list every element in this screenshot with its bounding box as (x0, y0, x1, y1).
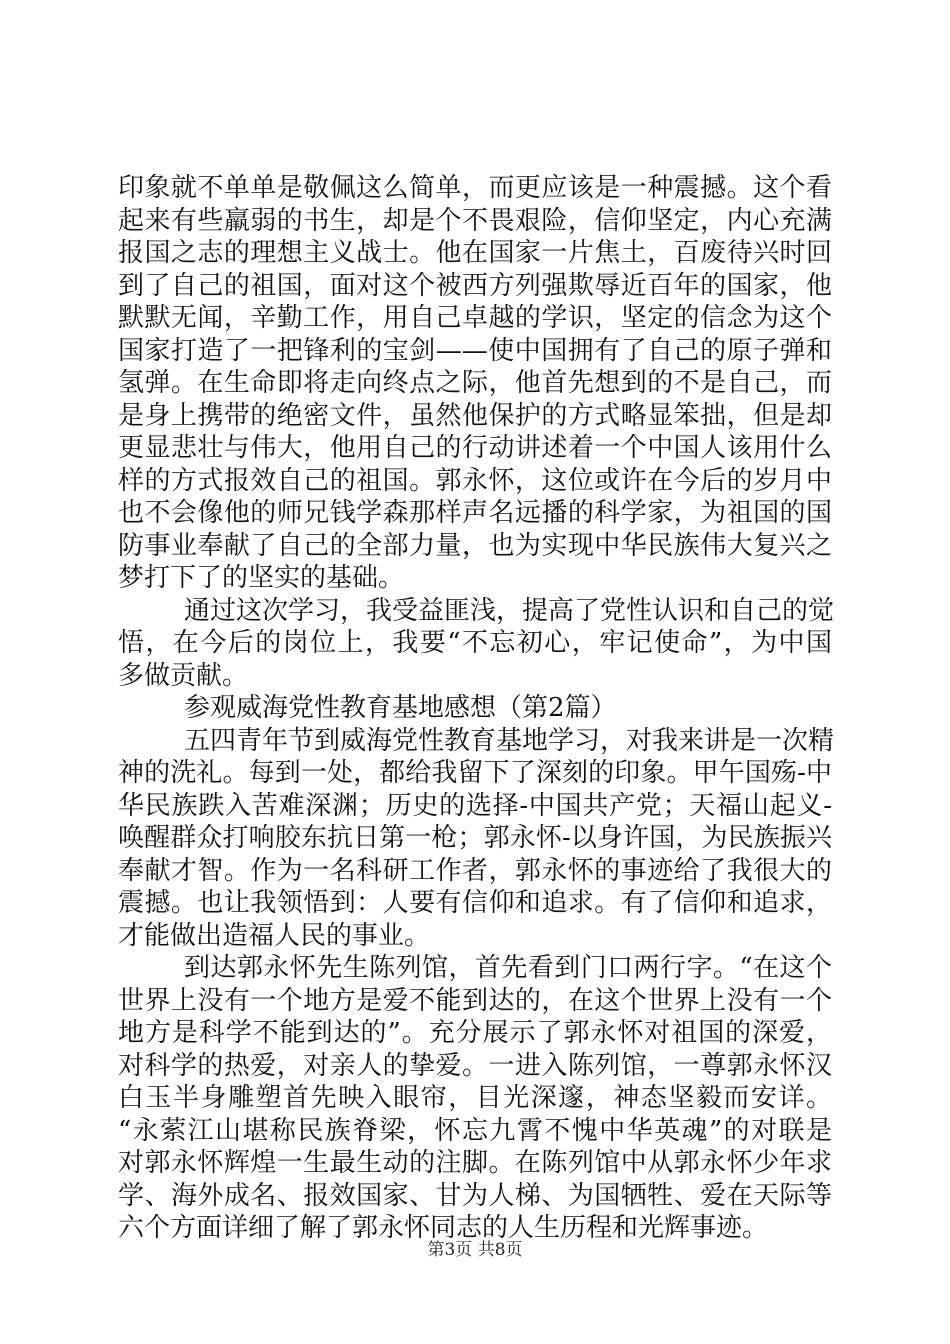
text-line: 对郭永怀辉煌一生最生动的注脚。在陈列馆中从郭永怀少年求 (118, 1148, 832, 1178)
paragraph (118, 172, 832, 595)
paragraph (118, 952, 832, 1245)
text-line: 梦打下了的坚实的基础。 (118, 563, 405, 593)
document-body (118, 172, 835, 1245)
text-line: 样的方式报效自己的祖国。郭永怀，这位或许在今后的岁月中 (118, 465, 832, 496)
text-line: 通过这次学习，我受益匪浅，提高了党性认识和自己的觉 (184, 595, 835, 626)
text-line: 防事业奉献了自己的全部力量，也为实现中华民族伟大复兴之 (118, 530, 832, 561)
text-line: 报国之志的理想主义战士。他在国家一片焦土，百废待兴时回 (118, 238, 832, 268)
text-line: 才能做出造福人民的事业。 (118, 920, 431, 951)
text-line: 也不会像他的师兄钱学森那样声名远播的科学家，为祖国的国 (118, 498, 832, 528)
text-line: 印象就不单单是敬佩这么简单，而更应该是一种震撼。这个看 (118, 173, 832, 203)
text-line: 唤醒群众打响胶东抗日第一枪；郭永怀-以身许国，为民族振兴 (118, 823, 832, 853)
text-line: 世界上没有一个地方是爱不能到达的，在这个世界上没有一个 (118, 985, 832, 1016)
page-footer (0, 1240, 950, 1260)
page-number: 第3页 共8页 (427, 1240, 523, 1260)
text-line: 学、海外成名、报效国家、甘为人梯、为国牺牲、爱在天际等 (118, 1180, 832, 1211)
text-line: 起来有些羸弱的书生，却是个不畏艰险，信仰坚定，内心充满 (118, 205, 832, 236)
text-line: 六个方面详细了解了郭永怀同志的人生历程和光辉事迹。 (118, 1213, 769, 1243)
text-line: 华民族跌入苦难深渊；历史的选择-中国共产党；天福山起义- (118, 790, 832, 821)
text-line: 对科学的热爱，对亲人的挚爱。一进入陈列馆，一尊郭永怀汉 (118, 1050, 832, 1081)
text-line: 神的洗礼。每到一处，都给我留下了深刻的印象。甲午国殇-中 (118, 758, 832, 788)
text-line: 参观威海党性教育基地感想（第2篇） (184, 693, 617, 723)
text-line: 奉献才智。作为一名科研工作者，郭永怀的事迹给了我很大的 (118, 855, 832, 886)
text-line: 五四青年节到威海党性教育基地学习，对我来讲是一次精 (184, 725, 835, 756)
text-line: “永萦江山堪称民族脊梁，怀忘九霄不愧中华英魂”的对联是 (118, 1115, 832, 1146)
text-line: 悟，在今后的岗位上，我要“不忘初心，牢记使命”，为中国 (118, 628, 832, 658)
text-line: 到达郭永怀先生陈列馆，首先看到门口两行字。“在这个 (184, 953, 832, 983)
text-line: 到了自己的祖国，面对这个被西方列强欺辱近百年的国家，他 (118, 270, 832, 301)
text-line: 默默无闻，辛勤工作，用自己卓越的学识，坚定的信念为这个 (118, 303, 832, 333)
text-line: 震撼。也让我领悟到：人要有信仰和追求。有了信仰和追求， (118, 888, 832, 918)
paragraph (118, 595, 835, 693)
text-line: 是身上携带的绝密文件，虽然他保护的方式略显笨拙，但是却 (118, 400, 832, 431)
text-line: 多做贡献。 (118, 660, 249, 691)
text-line: 氢弹。在生命即将走向终点之际，他首先想到的不是自己，而 (118, 368, 832, 398)
text-line: 白玉半身雕塑首先映入眼帘，目光深邃，神态坚毅而安详。 (118, 1083, 832, 1113)
text-line: 更显悲壮与伟大，他用自己的行动讲述着一个中国人该用什么 (118, 433, 832, 463)
text-line: 地方是科学不能到达的”。充分展示了郭永怀对祖国的深爱， (118, 1018, 832, 1048)
paragraph (118, 692, 832, 725)
text-line: 国家打造了一把锋利的宝剑——使中国拥有了自己的原子弹和 (118, 335, 832, 366)
paragraph (118, 725, 835, 953)
